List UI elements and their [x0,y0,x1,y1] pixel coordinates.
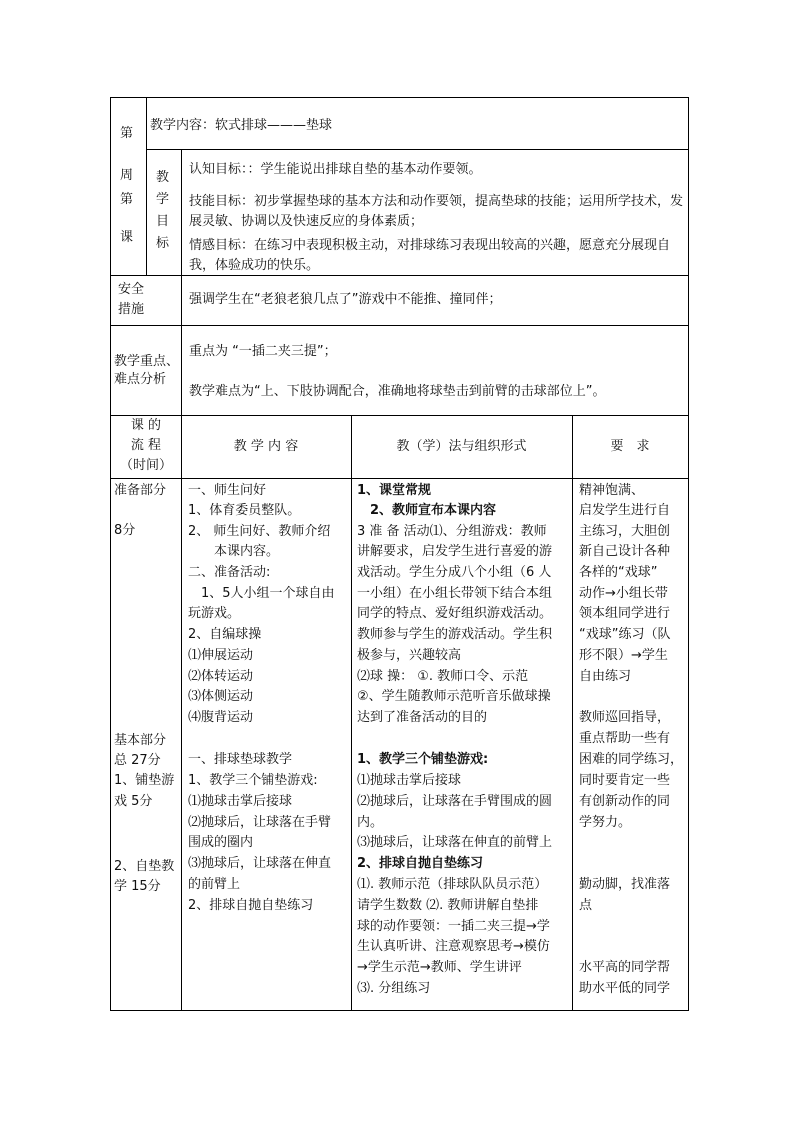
key-point: 重点为 “一插二夹三提”； [189,344,337,359]
requirement-line: 精神饱满、 [579,483,645,498]
requirement-line: 主练习，大胆创 [579,524,671,539]
objectives-label-4: 标 [156,236,170,251]
safety-label-1: 安全 [118,282,145,297]
method-line: 达到了准备活动的目的 [357,710,488,725]
col-line-side [146,97,147,275]
self-pass-item-a: 2、自垫教 [114,859,175,874]
requirement-line: 重点帮助一些有 [579,731,671,746]
col-line-objectives [181,149,182,275]
row-line-content [146,149,689,150]
content-line: 1、体育委员整队。 [188,503,301,518]
game-item-b: 戏 5分 [114,794,153,809]
requirement-line: 领本组同学进行 [579,606,671,621]
requirement-line: 点 [579,898,593,913]
requirement-line: 教师巡回指导， [579,710,671,725]
col-header-flow-1: 课 的 [130,418,162,433]
method-heading-self-pass: 2、排球自抛自垫练习 [357,856,484,871]
content-line: 本课内容。 [188,544,280,559]
table-border-top [110,97,689,98]
row-line-focus [110,415,689,416]
requirement-line: 同时要肯定一些 [579,773,671,788]
content-line: ⑶体侧运动 [188,689,254,704]
content-line: ⑵抛球后，让球落在手臂 [188,815,332,830]
requirement-line: 水平高的同学帮 [579,960,671,975]
content-line: ⑴伸展运动 [188,648,254,663]
method-line: ⑶. 分组练习 [357,981,431,996]
requirement-line: 各样的“戏球” [579,565,658,580]
requirement-line: 学努力。 [579,815,632,830]
content-line: 一、师生问好 [188,483,267,498]
requirement-line: 动作→小组长带 [579,586,668,601]
content-line: 玩游戏。 [188,606,241,621]
row-line-header [110,478,689,479]
method-line: ⑵球 操： ①. 教师口令、示范 [357,669,529,684]
content-line: 一、排球垫球教学 [188,752,293,767]
requirement-line: 勤动脚，找准落 [579,877,671,892]
table-border-right [688,97,689,1011]
method-line: 同学的特点、爱好组织游戏活动。 [357,606,553,621]
focus-label-1: 教学重点、 [114,354,180,369]
method-heading-games: 1、教学三个铺垫游戏: [357,752,489,767]
content-line: 围成的圈内 [188,835,254,850]
objectives-label-2: 学 [156,192,170,207]
requirement-line: 助水平低的同学 [579,981,671,996]
content-line: 1、5人小组一个球自由 [188,586,335,601]
content-line: 1、教学三个铺垫游戏: [188,773,318,788]
col-line-label [181,275,182,415]
method-line: ⑶抛球后，让球落在伸直的前臂上 [357,835,553,850]
method-heading-routine: 1、课堂常规 [357,483,432,498]
col-header-requirement: 要 求 [610,439,650,454]
method-line: ⑵抛球后，让球落在手臂围成的圆 [357,794,553,809]
content-line: 2、 师生问好、教师介绍 [188,524,331,539]
side-label-di-2: 第 [120,192,134,207]
side-label-zhou: 周 [120,168,134,183]
method-line: ⑴. 教师示范（排球队队员示范） [357,877,548,892]
content-line: 2、排球自抛自垫练习 [188,898,314,913]
teaching-content-title: 教学内容：软式排球———垫球 [150,118,333,133]
content-line: ⑶抛球后，让球落在伸直 [188,856,332,871]
col-header-method: 教（学）法与组织形式 [396,439,527,454]
prep-time: 8分 [114,523,136,538]
cognitive-objective: 认知目标：：学生能说出排球自垫的基本动作要领。 [189,162,482,177]
method-line: 生认真听讲、注意观察思考→模仿 [357,939,550,954]
requirement-line: “戏球”练习（队 [579,627,671,642]
table-border-bottom [110,1010,689,1011]
method-line: 一小组）在小组长带领下结合本组 [357,586,553,601]
safety-text: 强调学生在“老狼老狼几点了”游戏中不能推、撞同伴； [189,292,502,307]
row-line-safety [110,325,689,326]
method-line: →学生示范→教师、学生讲评 [357,960,522,975]
safety-label-2: 措施 [118,302,145,317]
requirement-line: 形不限）→学生 [579,648,668,663]
game-item-a: 1、铺垫游 [114,773,175,788]
basic-time: 总 27分 [114,753,161,768]
prep-section-label: 准备部分 [114,483,167,498]
objectives-label-3: 目 [156,214,170,229]
content-line: ⑷腹背运动 [188,710,254,725]
content-line: 的前臂上 [188,877,241,892]
difficulty-point: 教学难点为“上、下肢协调配合，准确地将球垫击到前臂的击球部位上”。 [189,384,606,399]
table-border-left [110,97,111,1011]
method-line: 讲解要求，启发学生进行喜爱的游 [357,544,553,559]
self-pass-item-b: 学 15分 [114,879,161,894]
col-line-content [351,415,352,1011]
col-header-flow-2: 流 程 [130,438,162,453]
content-line: 二、准备活动: [188,565,271,580]
method-line: 戏活动。学生分成八个小组（6 人 [357,565,552,580]
col-header-flow-3: （时间） [119,458,172,473]
method-line: 教师参与学生的游戏活动。学生积 [357,627,553,642]
requirement-line: 困难的同学练习， [579,752,684,767]
requirement-line: 启发学生进行自 [579,503,671,518]
method-line: 球的动作要领：一插二夹三提→学 [357,919,550,934]
method-heading-announce: 2、教师宣布本课内容 [357,503,497,518]
col-line-method [572,415,573,1011]
method-line: ②、学生随教师示范听音乐做球操 [357,689,551,704]
method-line: 内。 [357,815,384,830]
col-header-content: 教 学 内 容 [233,439,299,454]
method-line: ⑴抛球击掌后接球 [357,773,462,788]
content-line: 2、自编球操 [188,627,262,642]
content-line: ⑵体转运动 [188,669,254,684]
focus-label-2: 难点分析 [114,372,167,387]
method-line: 极参与，兴趣较高 [357,648,462,663]
side-label-ke: 课 [120,230,134,245]
objectives-label-1: 教 [156,170,170,185]
basic-section-label: 基本部分 [114,733,167,748]
requirement-line: 自由练习 [579,669,632,684]
emotion-objective: 情感目标：在练习中表现积极主动，对排球练习表现出较高的兴趣，愿意充分展现自我，体验成功的快乐。 [189,238,671,273]
requirement-line: 新自己设计各种 [579,544,671,559]
skill-objective: 技能目标：初步掌握垫球的基本方法和动作要领，提高垫球的技能；运用所学技术，发展灵敏、协调以及快速反应的身体素质； [189,194,684,229]
method-line: 请学生数数 ⑵. 教师讲解自垫排 [357,898,539,913]
requirement-line: 有创新动作的同 [579,794,671,809]
method-line: 3 准 备 活动⑴、分组游戏：教师 [357,524,547,539]
side-label-di: 第 [120,126,134,141]
col-line-flow [181,415,182,1011]
content-line: ⑴抛球击掌后接球 [188,794,293,809]
